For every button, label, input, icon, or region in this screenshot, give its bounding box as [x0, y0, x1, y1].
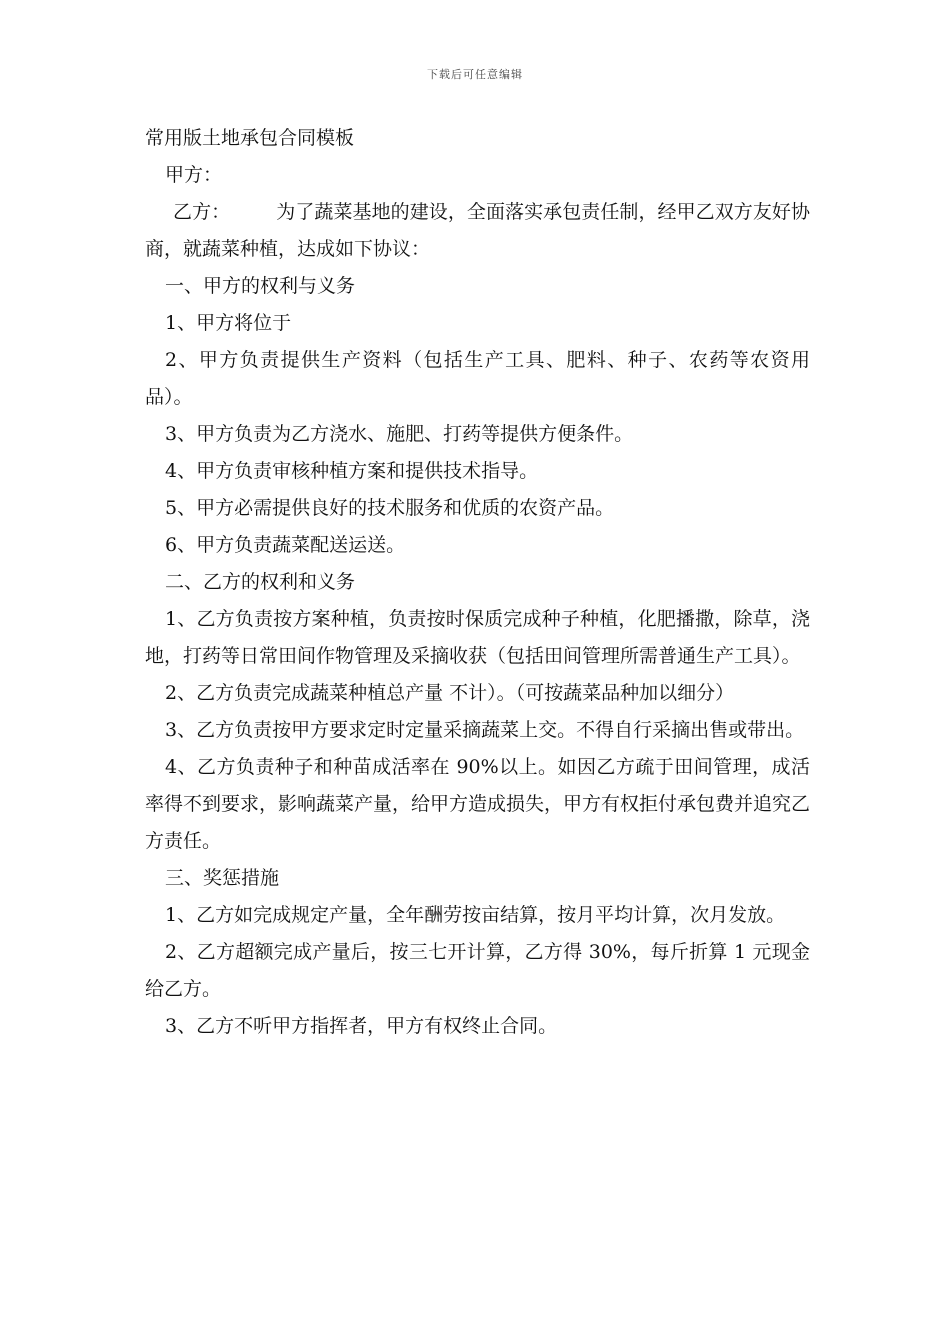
section-3-item: 2、乙方超额完成产量后，按三七开计算，乙方得 30%，每斤折算 1 元现金给乙方。	[145, 941, 810, 1000]
section-3-heading: 三、奖惩措施	[165, 867, 280, 889]
section-1-item: 4、甲方负责审核种植方案和提供技术指导。	[165, 460, 539, 482]
section-1-item: 6、甲方负责蔬菜配送运送。	[165, 534, 406, 556]
party-b-paragraph	[145, 194, 810, 268]
section-3-item: 1、乙方如完成规定产量，全年酬劳按亩结算，按月平均计算，次月发放。	[165, 904, 786, 926]
section-1-item: 5、甲方必需提供良好的技术服务和优质的农资产品。	[165, 497, 615, 519]
section-1-item: 3、甲方负责为乙方浇水、施肥、打药等提供方便条件。	[165, 423, 634, 445]
section-1-heading: 一、甲方的权利与义务	[165, 275, 356, 297]
party-a-line: 甲方：	[165, 164, 223, 186]
document-body	[145, 120, 810, 1045]
header-note: 下载后可任意编辑	[427, 68, 523, 81]
document-title: 常用版土地承包合同模板	[145, 127, 355, 149]
section-2-heading: 二、乙方的权利和义务	[165, 571, 356, 593]
party-b-label: 乙方：	[173, 201, 231, 223]
section-1-item: 1、甲方将位于	[165, 312, 292, 334]
section-2-item: 3、乙方负责按甲方要求定时定量采摘蔬菜上交。不得自行采摘出售或带出。	[165, 719, 805, 741]
section-3-item: 3、乙方不听甲方指挥者，甲方有权终止合同。	[165, 1015, 558, 1037]
section-1-item: 2、甲方负责提供生产资料（包括生产工具、肥料、种子、农药等农资用品）。	[145, 349, 810, 408]
section-2-item: 2、乙方负责完成蔬菜种植总产量 不计）。（可按蔬菜品种加以细分）	[165, 682, 735, 704]
section-2-item: 1、乙方负责按方案种植，负责按时保质完成种子种植，化肥播撒，除草，浇地，打药等日常田间作物管理及采摘收获（包括田间管理所需普通生产工具）。	[145, 608, 810, 667]
section-2-item: 4、乙方负责种子和种苗成活率在 90%以上。如因乙方疏于田间管理，成活率得不到要求，影响蔬菜产量，给甲方造成损失，甲方有权拒付承包费并追究乙方责任。	[145, 756, 811, 852]
party-b-text: 为了蔬菜基地的建设，全面落实承包责任制，经甲乙双方友好协商，就蔬菜种植，达成如下协议：	[145, 201, 810, 260]
